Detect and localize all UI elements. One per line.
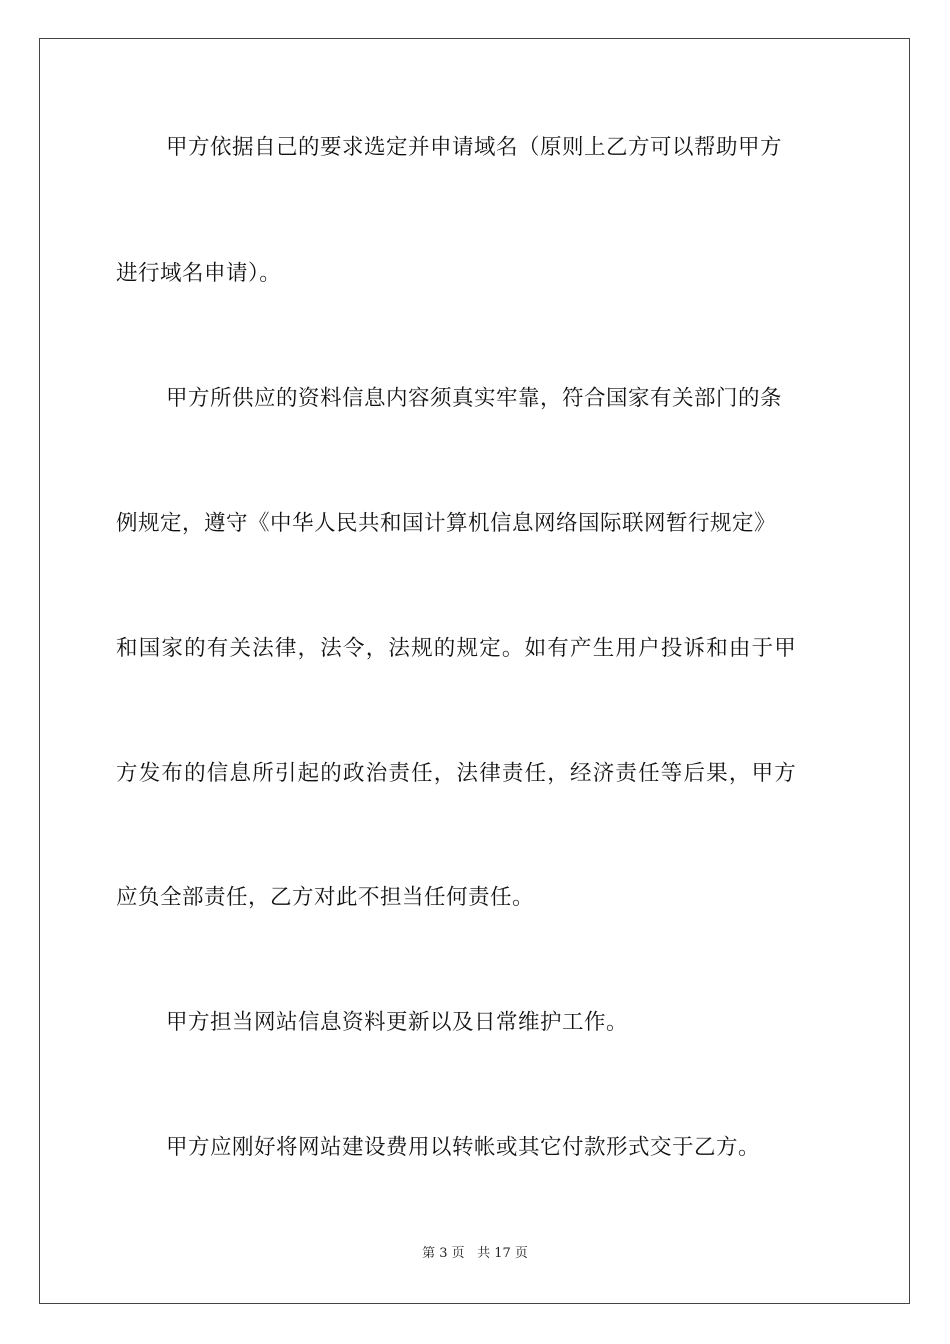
page-number: 第 3 页 bbox=[422, 1246, 465, 1261]
paragraph-2-line-2: 例规定，遵守《中华人民共和国计算机信息网络国际联网暂行规定》 bbox=[116, 511, 777, 536]
paragraph-2-line-1: 甲方所供应的资料信息内容须真实牢靠，符合国家有关部门的条 bbox=[166, 386, 783, 411]
total-pages: 共 17 页 bbox=[477, 1246, 528, 1261]
paragraph-2-line-3: 和国家的有关法律，法令，法规的规定。如有产生用户投诉和由于甲 bbox=[116, 636, 798, 661]
paragraph-2-line-5: 应负全部责任，乙方对此不担当任何责任。 bbox=[116, 885, 535, 910]
paragraph-4-line-1: 甲方应刚好将网站建设费用以转帐或其它付款形式交于乙方。 bbox=[166, 1135, 761, 1160]
page-frame bbox=[39, 38, 910, 1304]
paragraph-1-line-1: 甲方依据自己的要求选定并申请域名（原则上乙方可以帮助甲方 bbox=[166, 135, 783, 160]
paragraph-1-line-2: 进行域名申请）。 bbox=[116, 261, 282, 286]
paragraph-3-line-1: 甲方担当网站信息资料更新以及日常维护工作。 bbox=[166, 1010, 629, 1035]
paragraph-2-line-4: 方发布的信息所引起的政治责任，法律责任，经济责任等后果，甲方 bbox=[116, 761, 798, 786]
page-footer bbox=[0, 1245, 950, 1263]
